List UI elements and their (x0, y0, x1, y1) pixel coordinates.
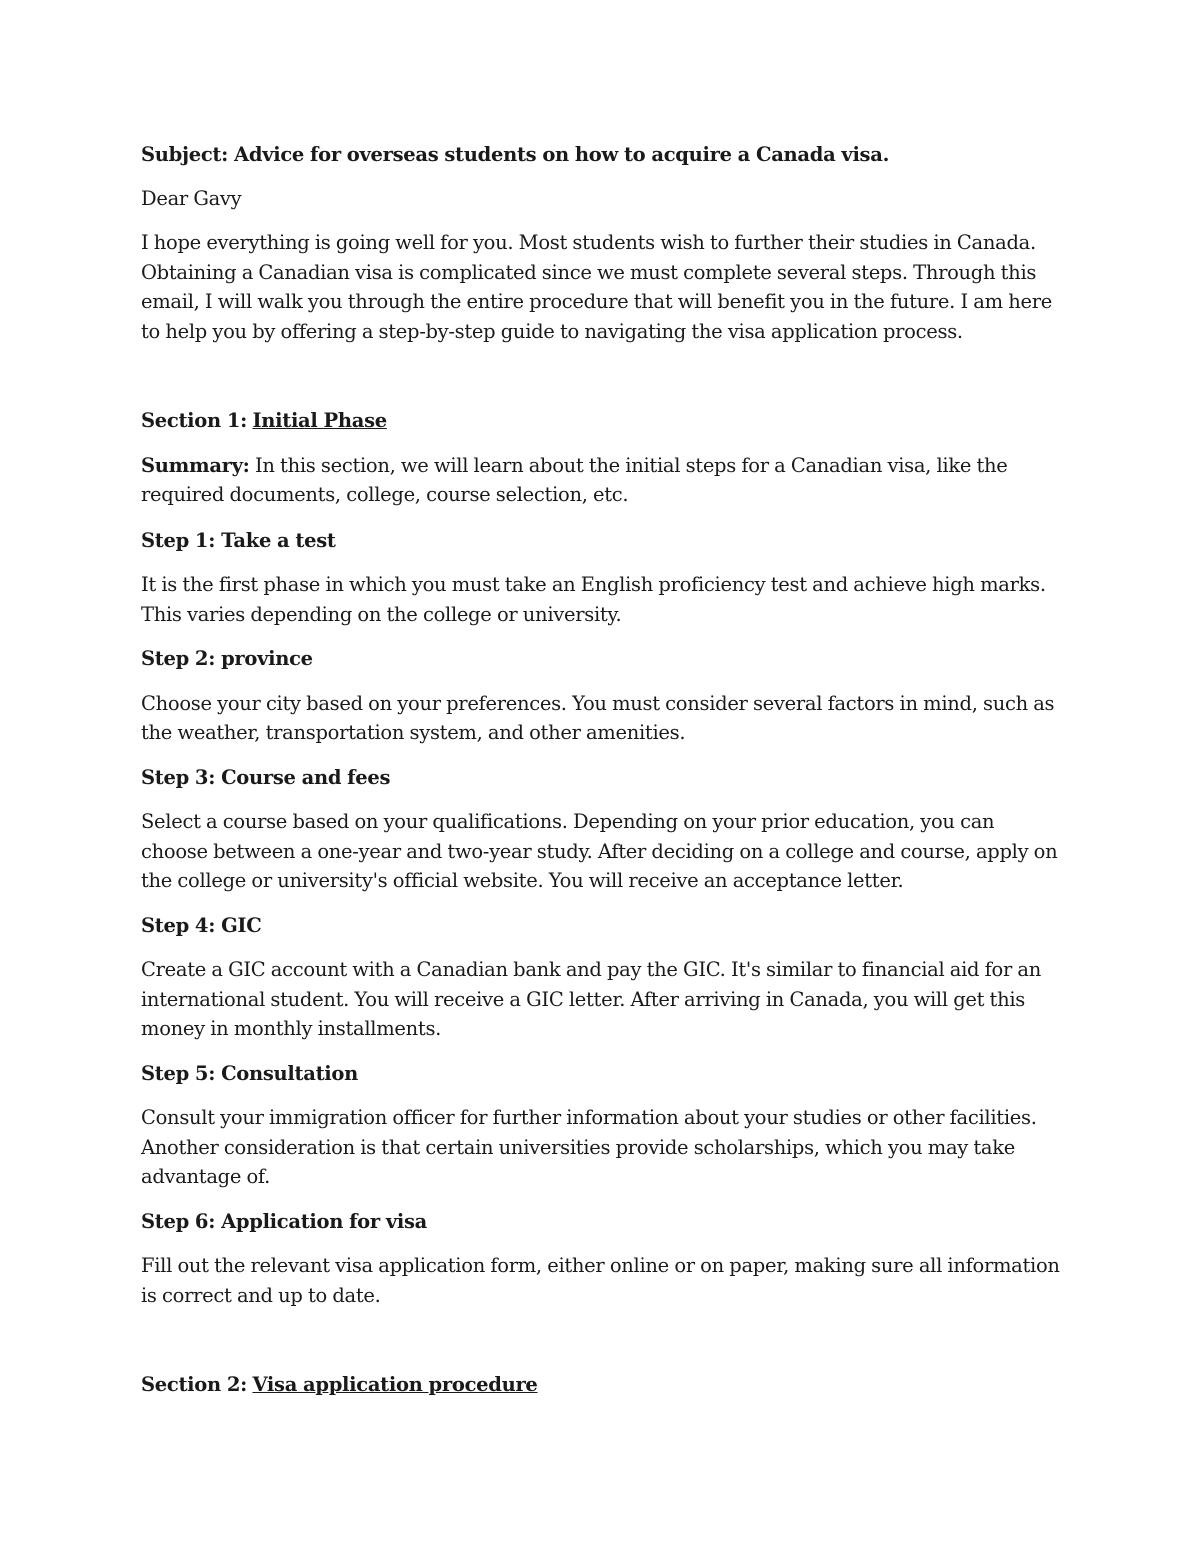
section-1-label: Section 1: (141, 409, 248, 432)
summary-text: In this section, we will learn about the initial steps for a Canadian visa, like the required documents, college, course selection, etc. (141, 453, 1008, 506)
step-2-heading: Step 2: province (141, 647, 313, 670)
step-1-body: It is the first phase in which you must take an English proficiency test and achieve high marks. This varies depending on the college or university. (141, 573, 1046, 626)
subject-line (141, 140, 1061, 170)
intro-paragraph: I hope everything is going well for you. Most students wish to further their studies in Canada. Obtaining a Canadian visa is complicated since we must complete several steps. Through this email, I will walk you through the entire procedure that will benefit you in the future. I am here to help you by offering a step-by-step guide to navigating the visa application process. (141, 231, 1052, 343)
summary-label: Summary: (141, 453, 250, 477)
summary-paragraph (141, 451, 1061, 510)
document-page (141, 140, 1061, 1400)
step-4-body: Create a GIC account with a Canadian bank and pay the GIC. It's similar to financial aid for an international student. You will receive a GIC letter. After arriving in Canada, you will get this money in monthly installments. (141, 958, 1042, 1040)
step-5-heading: Step 5: Consultation (141, 1061, 358, 1085)
step-4-heading: Step 4: GIC (141, 913, 262, 937)
step-3-body: Select a course based on your qualifications. Depending on your prior education, you can choose between a one-year and two-year study. After deciding on a college and course, apply on the college or university's official website. You will receive an acceptance letter. (141, 810, 1058, 892)
section-2-label: Section 2: (141, 1373, 248, 1396)
step-2-body: Choose your city based on your preferences. You must consider several factors in mind, such as the weather, transportation system, and other amenities. (141, 691, 1055, 744)
step-5-body: Consult your immigration officer for further information about your studies or other facilities. Another consideration is that certain universities provide scholarships, which you may take advantage of. (141, 1106, 1037, 1188)
subject-text: Advice for overseas students on how to acquire a Canada visa. (234, 143, 890, 166)
step-3-heading: Step 3: Course and fees (141, 765, 391, 789)
greeting: Dear Gavy (141, 186, 242, 210)
section-2-title: Visa application procedure (252, 1373, 538, 1396)
section-1-heading (141, 406, 1061, 436)
step-6-body: Fill out the relevant visa application form, either online or on paper, making sure all information is correct and up to date. (141, 1254, 1060, 1307)
subject-label: Subject: (141, 143, 229, 166)
section-1-title: Initial Phase (252, 409, 387, 432)
step-1-heading: Step 1: Take a test (141, 528, 336, 552)
step-6-heading: Step 6: Application for visa (141, 1209, 427, 1233)
section-2-heading (141, 1370, 1061, 1400)
